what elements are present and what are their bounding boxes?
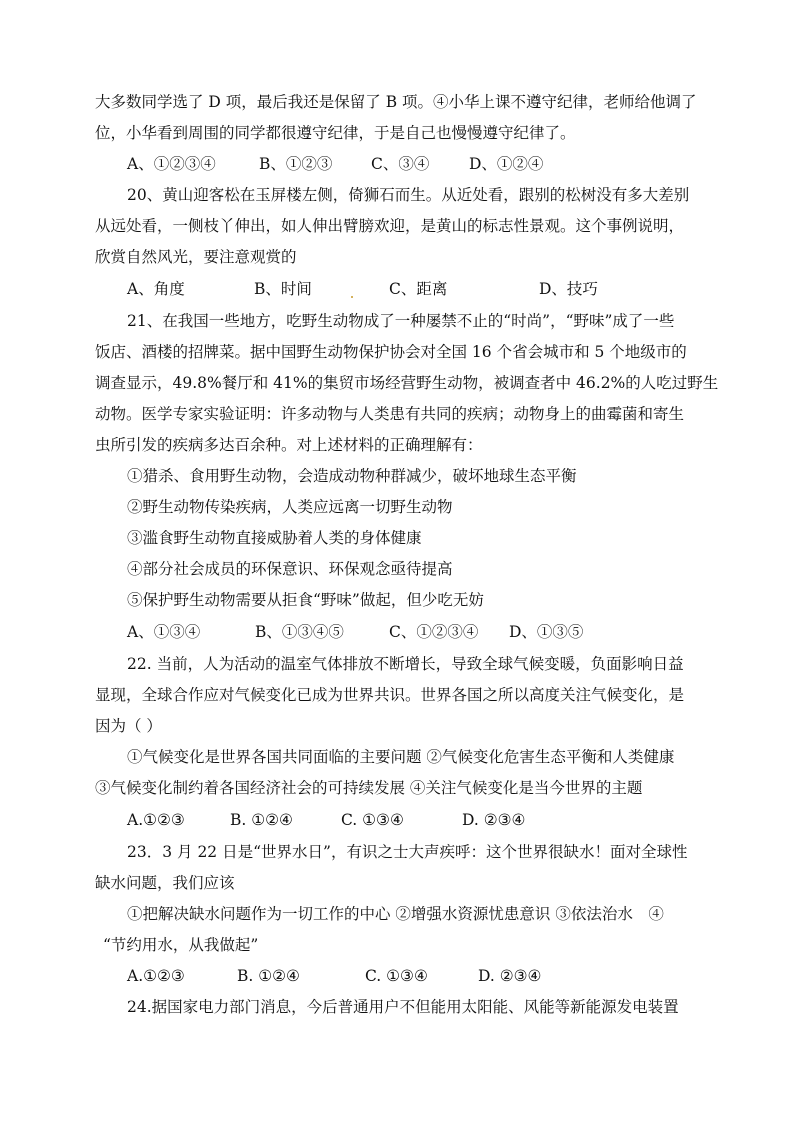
option-a: A.①②③ xyxy=(127,811,185,829)
statement-1: ①猎杀、食用野生动物，会造成动物种群减少，破坏地球生态平衡 xyxy=(127,467,577,485)
text-line: 虫所引发的疾病多达百余种。对上述材料的正确理解有： xyxy=(95,436,483,454)
option-a: A.①②③ xyxy=(127,967,185,985)
text-line: 缺水问题，我们应该 xyxy=(95,874,235,892)
statement-4: ④部分社会成员的环保意识、环保观念亟待提高 xyxy=(127,560,453,578)
statement-line: ③气候变化制约着各国经济社会的可持续发展 ④关注气候变化是当今世界的主题 xyxy=(95,779,643,797)
question-24: 24.据国家电力部门消息，今后普通用户不但能用太阳能、风能等新能源发电装置 xyxy=(127,998,679,1016)
statement-2: ②野生动物传染疾病，人类应远离一切野生动物 xyxy=(127,498,453,516)
question-20: 20、黄山迎客松在玉屏楼左侧，倚狮石而生。从近处看，跟别的松树没有多大差别 xyxy=(127,186,690,204)
option-b: B. ①②④ xyxy=(237,967,300,985)
statement-line: ①把解决缺水问题作为一切工作的中心 ②增强水资源忧患意识 ③依法治水 ④ xyxy=(127,905,664,923)
text-line: 因为（ ） xyxy=(95,717,162,735)
option-c: C. ①③④ xyxy=(365,967,428,985)
option-a: A、①②③④ xyxy=(127,155,216,173)
option-b: B、时间 xyxy=(254,280,312,298)
statement-3: ③滥食野生动物直接威胁着人类的身体健康 xyxy=(127,529,422,547)
option-a: A、角度 xyxy=(127,280,185,298)
option-d: D、技巧 xyxy=(539,280,598,298)
option-d: D. ②③④ xyxy=(478,967,542,985)
statement-line: “节约用水，从我做起” xyxy=(103,936,259,954)
option-c: C、距离 xyxy=(389,280,448,298)
statement-5: ⑤保护野生动物需要从拒食“野味”做起，但少吃无妨 xyxy=(127,591,484,609)
option-c: C、③④ xyxy=(371,155,430,173)
option-d: D. ②③④ xyxy=(462,811,526,829)
option-d: D、①③⑤ xyxy=(509,623,584,641)
text-line: 调查显示，49.8%餐厅和 41%的集贸市场经营野生动物，被调查者中 46.2%的人吃过野生 xyxy=(95,374,719,392)
text-line: 位，小华看到周围的同学都很遵守纪律，于是自己也慢慢遵守纪律了。 xyxy=(95,124,576,142)
stray-mark xyxy=(351,296,353,298)
text-line: 显现，全球合作应对气候变化已成为世界共识。世界各国之所以高度关注气候变化，是 xyxy=(95,686,685,704)
option-d: D、①②④ xyxy=(469,155,544,173)
question-22: 22. 当前，人为活动的温室气体排放不断增长，导致全球气候变暖，负面影响日益 xyxy=(127,655,684,673)
option-b: B、①②③ xyxy=(259,155,333,173)
text-line: 从远处看，一侧枝丫伸出，如人伸出臂膀欢迎，是黄山的标志性景观。这个事例说明， xyxy=(95,217,685,235)
question-23: 23．3 月 22 日是“世界水日”，有识之士大声疾呼：这个世界很缺水！面对全球性 xyxy=(127,843,688,861)
text-line: 大多数同学选了 D 项，最后我还是保留了 B 项。④小华上课不遵守纪律，老师给他调了 xyxy=(95,93,697,111)
question-21: 21、在我国一些地方，吃野生动物成了一种屡禁不止的“时尚”，“野味”成了一些 xyxy=(127,312,675,330)
option-c: C、①②③④ xyxy=(389,623,479,641)
option-a: A、①③④ xyxy=(127,623,201,641)
text-line: 动物。医学专家实验证明：许多动物与人类患有共同的疾病；动物身上的曲霉菌和寄生 xyxy=(95,405,685,423)
text-line: 欣赏自然风光，要注意观赏的 xyxy=(95,248,297,266)
option-b: B、①③④⑤ xyxy=(255,623,344,641)
text-line: 饭店、酒楼的招牌菜。据中国野生动物保护协会对全国 16 个省会城市和 5 个地级市的 xyxy=(95,343,687,361)
option-c: C. ①③④ xyxy=(341,811,404,829)
statement-line: ①气候变化是世界各国共同面临的主要问题 ②气候变化危害生态平衡和人类健康 xyxy=(127,748,675,766)
option-b: B. ①②④ xyxy=(230,811,293,829)
